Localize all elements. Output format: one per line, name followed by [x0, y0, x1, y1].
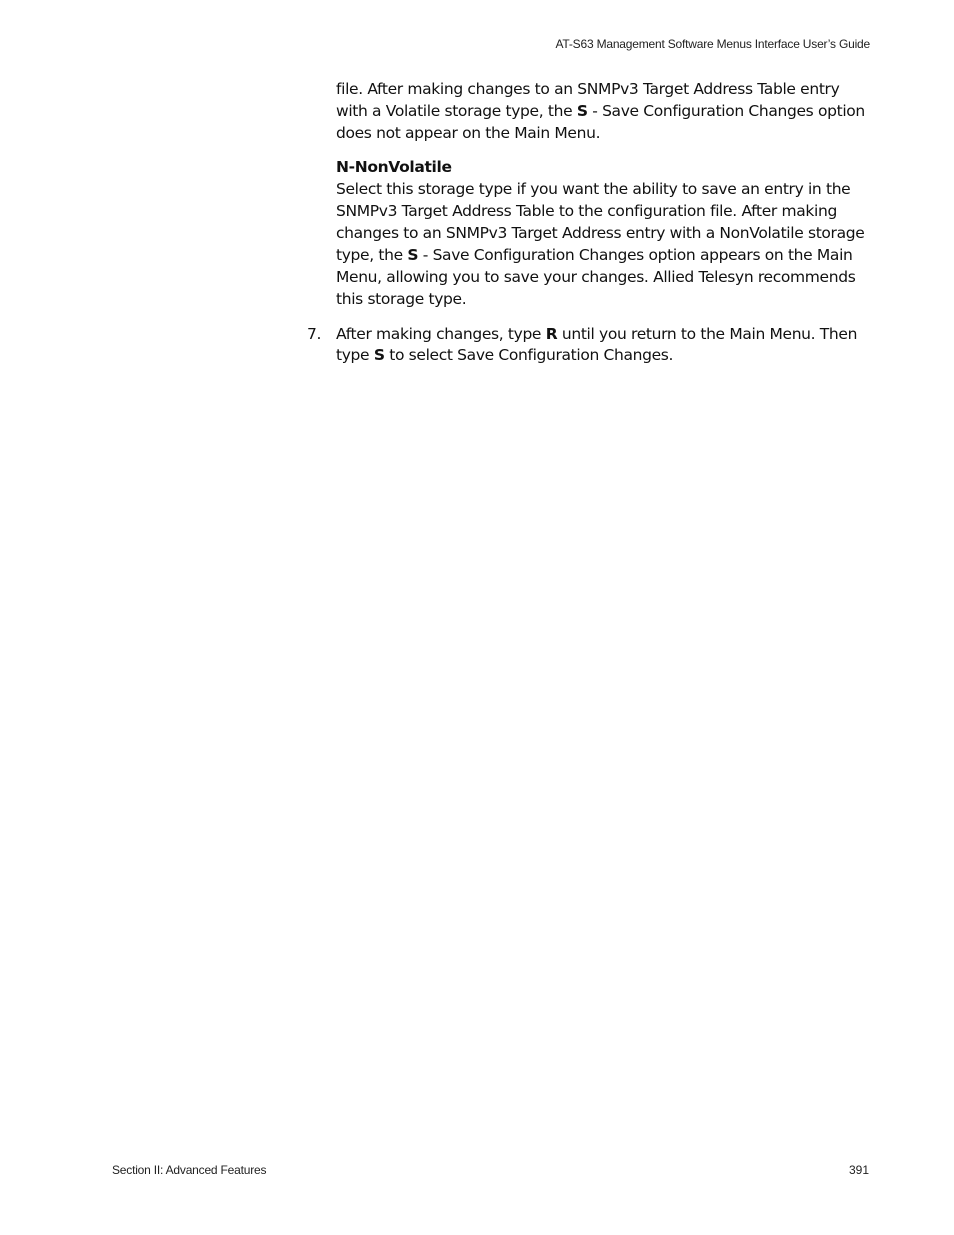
para-text: - Save Configuration Changes option appears on the Main Menu, allowing you to save your changes. Allied Telesyn recommends this storage type. [336, 246, 856, 308]
para-text: Select this storage type if you want the ability to save an entry in the SNMPv3 Target Address Table to the configuration file. After making changes to an SNMPv3 Target Address entry with a NonVolatile storage type, the [336, 180, 865, 264]
volatile-continuation-paragraph [336, 78, 871, 144]
nonvolatile-description [336, 178, 871, 310]
para-text: file. After making changes to an SNMPv3 Target Address Table entry with a Volatile storage type, the [336, 80, 840, 120]
save-key-bold: S [576, 102, 588, 120]
save-key-bold: S [373, 346, 385, 364]
step-text [336, 324, 871, 366]
para-text: to select Save Configuration Changes. [384, 346, 674, 364]
return-key-bold: R [545, 325, 558, 343]
nonvolatile-section [336, 156, 871, 310]
footer-section-title: Section II: Advanced Features [112, 1163, 267, 1177]
para-text: After making changes, type [336, 325, 546, 343]
page-number: 391 [848, 1163, 869, 1177]
nonvolatile-heading: N-NonVolatile [336, 158, 452, 176]
running-header: AT-S63 Management Software Menus Interface User’s Guide [555, 37, 870, 51]
step-number: 7. [307, 325, 322, 343]
page-body [307, 78, 871, 366]
step-7 [307, 324, 871, 366]
para-text: - Save Configuration Changes option does not appear on the Main Menu. [336, 102, 865, 142]
para-text: until you return to the Main Menu. Then type [336, 325, 858, 364]
save-key-bold: S [407, 246, 419, 264]
